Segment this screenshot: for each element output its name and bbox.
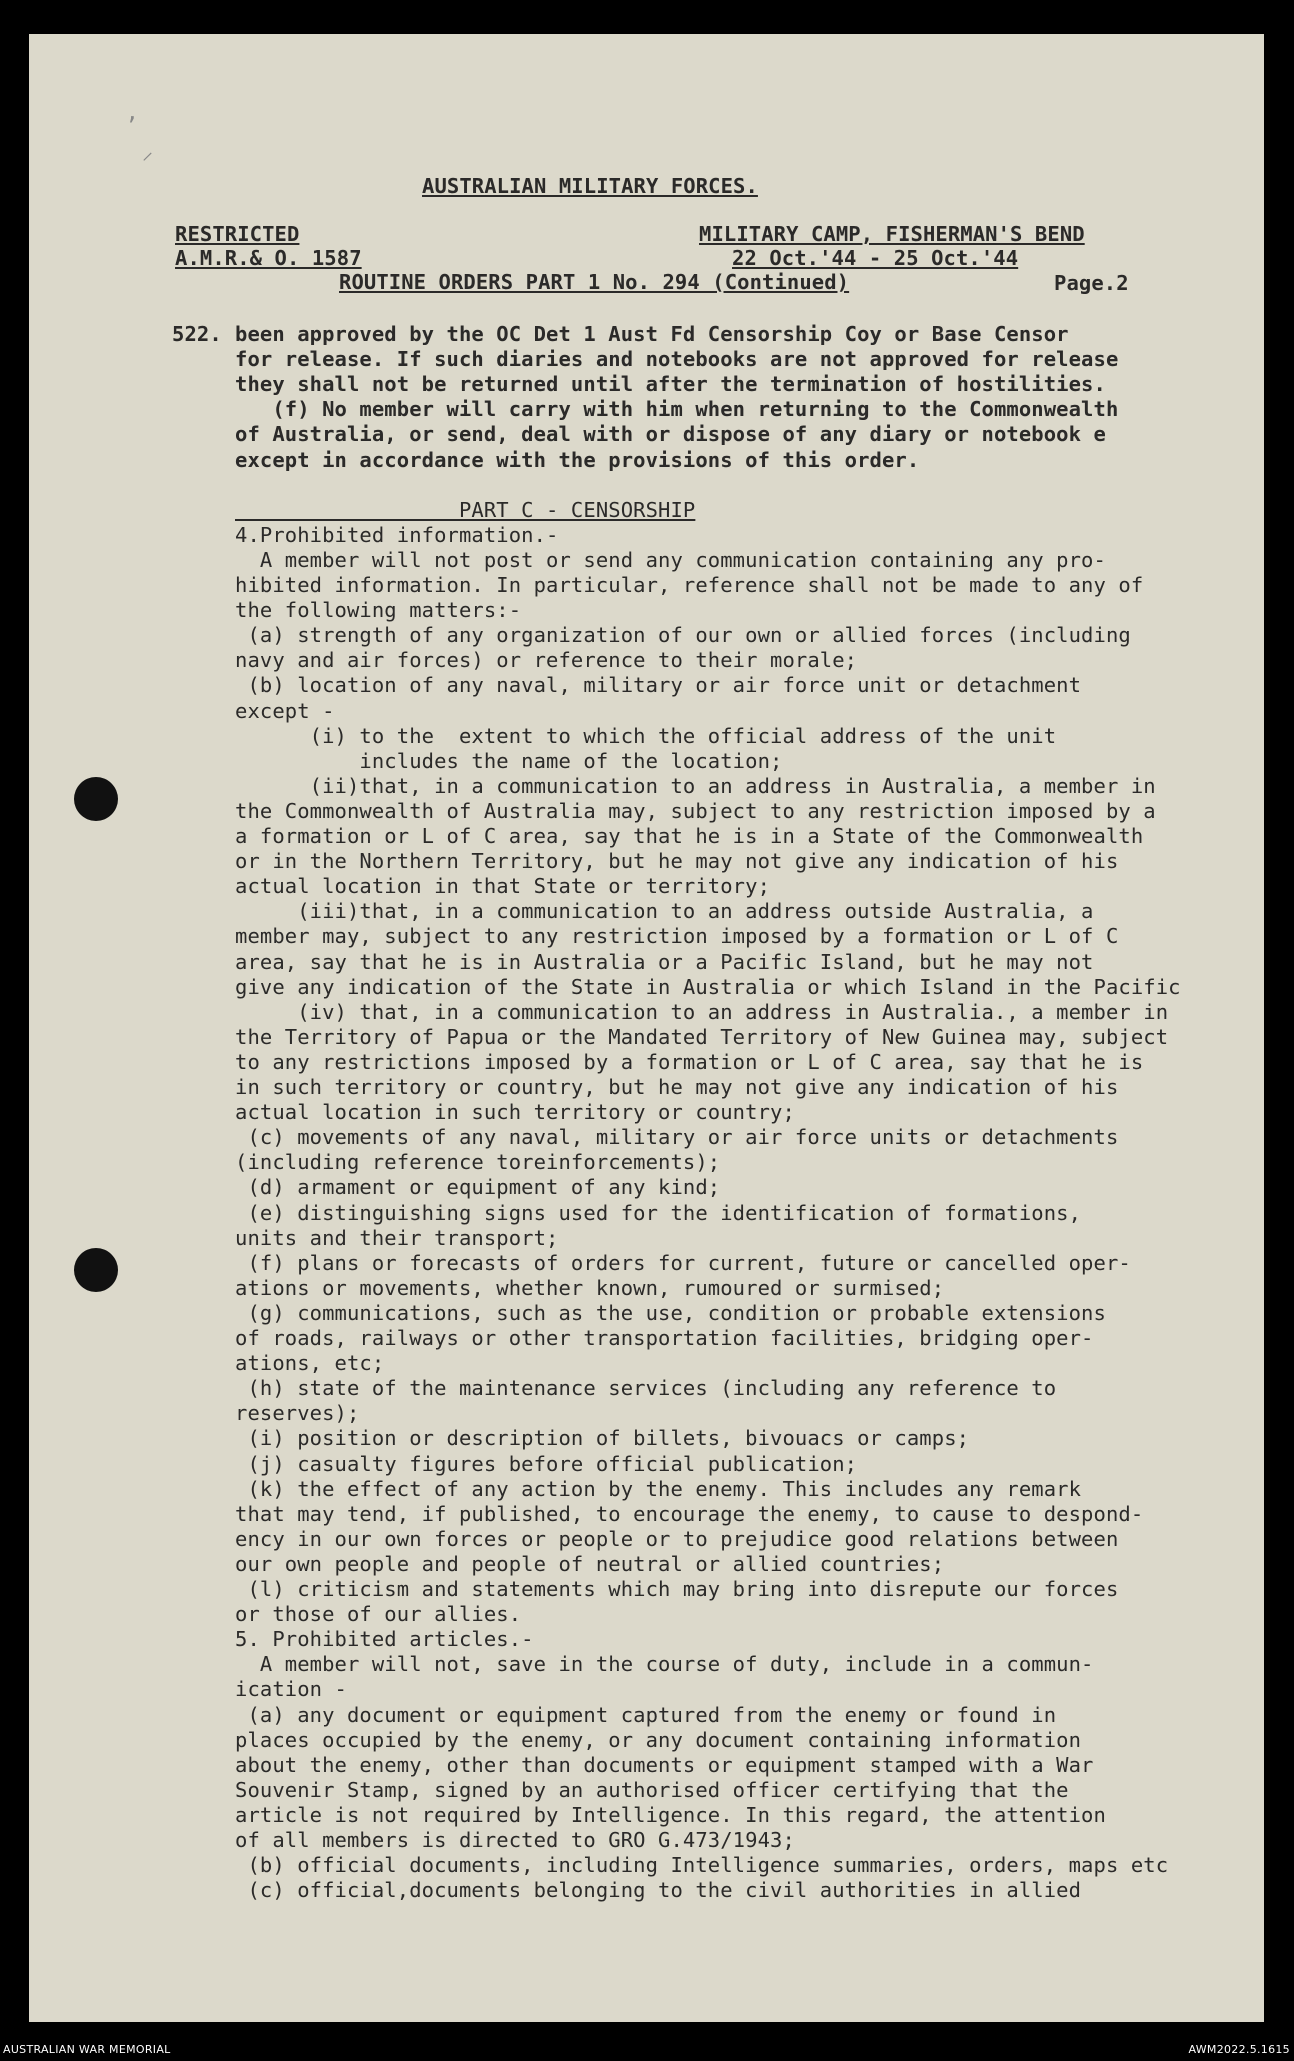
text-line: our own people and people of neutral or allied countries; [235,1551,945,1576]
section-heading-line: 5. Prohibited articles.- [235,1627,534,1652]
text-line: (g) communications, such as the use, condition or probable extensions [235,1300,1106,1325]
text-line: (f) No member will carry with him when returning to the Commonwealth [235,397,1119,422]
text-line: ication - [235,1677,347,1702]
text-line: a formation or L of C area, say that he is in a State of the Commonwealth [235,824,1144,848]
text-line: (c) official,documents belonging to the civil authorities in allied [235,1878,1082,1903]
text-line: hibited information. In particular, reference shall not be made to any of [235,573,1144,597]
text-line: (a) any document or equipment captured from the enemy or found in [235,1702,1057,1727]
text-line: the following matters:- [235,598,522,623]
text-line: except - [235,698,335,723]
footer-right: AWM2022.5.1615 [1188,2043,1290,2056]
text-line: (k) the effect of any action by the enemy. This includes any remark [235,1476,1082,1501]
text-line: places occupied by the enemy, or any document containing information [235,1727,1082,1752]
camp-location: MILITARY CAMP, FISHERMAN'S BEND [699,222,1085,246]
text-line: (e) distinguishing signs used for the identification of formations, [235,1200,1082,1225]
text-line: ency in our own forces or people or to prejudice good relations between [235,1526,1119,1551]
text-line: navy and air forces) or reference to their morale; [235,648,858,673]
text-line: (i) position or description of billets, bivouacs or camps; [235,1426,970,1451]
text-line: actual location in such territory or country; [235,1100,795,1125]
text-line: (iii)that, in a communication to an address outside Australia, a [235,899,1094,924]
text-line: (f) plans or forecasts of orders for current, future or cancelled oper- [235,1250,1131,1275]
punch-hole-upper [74,777,118,821]
text-line: of Australia, or send, deal with or dispose of any diary or notebook e [235,422,1106,447]
text-line: (including reference toreinforcements); [235,1150,721,1175]
text-line: been approved by the OC Det 1 Aust Fd Censorship Coy or Base Censor [235,322,1069,346]
page-number: Page.2 [1054,271,1129,295]
text-line: (j) casualty figures before official publication; [235,1451,858,1476]
text-line: (l) criticism and statements which may bring into disrepute our forces [235,1577,1119,1601]
text-line: Souvenir Stamp, signed by an authorised officer certifying that the [235,1777,1069,1802]
punch-hole-lower [74,1248,118,1292]
text-line: A member will not, save in the course of duty, include in a commun- [235,1652,1094,1677]
text-line: except in accordance with the provisions of this order. [235,447,920,472]
text-line: ations, etc; [235,1351,385,1376]
classification-label: RESTRICTED [175,222,300,246]
text-line: (c) movements of any naval, military or air force units or detachments [235,1125,1119,1150]
text-line: (ii)that, in a communication to an address in Australia, a member in [235,773,1156,798]
document-page [29,34,1264,2022]
text-line: they shall not be returned until after the termination of hostilities. [235,372,1106,397]
text-line: (a) strength of any organization of our own or allied forces (including [235,623,1131,648]
text-line: of roads, railways or other transportation facilities, bridging oper- [235,1326,1094,1350]
paper-blemish: ʼ [125,114,139,139]
text-line: or in the Northern Territory, but he may not give any indication of his [235,849,1119,874]
text-line: of all members is directed to GRO G.473/1943; [235,1828,795,1852]
text-line: give any indication of the State in Australia or which Island in the Pacific [235,974,1181,999]
document-title: AUSTRALIAN MILITARY FORCES. [422,174,758,198]
text-line: member may, subject to any restriction imposed by a formation or L of C [235,924,1119,949]
text-line: A member will not post or send any communication containing any pro- [235,547,1106,572]
text-line: in such territory or country, but he may not give any indication of his [235,1075,1119,1099]
order-number: 522. [172,322,222,346]
date-range: 22 Oct.'44 - 25 Oct.'44 [732,246,1019,270]
footer-left: AUSTRALIAN WAR MEMORIAL [3,2043,171,2056]
text-line: (d) armament or equipment of any kind; [235,1175,721,1200]
routine-orders-heading: ROUTINE ORDERS PART 1 No. 294 (Continued) [339,270,850,294]
text-line: the Commonwealth of Australia may, subject to any restriction imposed by a [235,798,1156,823]
text-line: ations or movements, whether known, rumoured or surmised; [235,1275,945,1300]
paper-blemish: ⸝ [142,140,154,165]
text-line: units and their transport; [235,1225,559,1250]
text-line: or those of our allies. [235,1602,522,1627]
text-line: (b) official documents, including Intelligence summaries, orders, maps etc [235,1853,1169,1878]
order-reference: A.M.R.& O. 1587 [175,246,362,270]
text-line: PART C - CENSORSHIP [235,497,696,522]
text-line: (h) state of the maintenance services (including any reference to [235,1376,1057,1401]
text-line: (iv) that, in a communication to an address in Australia., a member in [235,999,1169,1024]
text-line: area, say that he is in Australia or a Pacific Island, but he may not [235,949,1094,974]
text-line: the Territory of Papua or the Mandated Territory of New Guinea may, subject [235,1024,1169,1049]
text-line: that may tend, if published, to encourage the enemy, to cause to despond- [235,1501,1144,1526]
text-line: about the enemy, other than documents or equipment stamped with a War [235,1752,1094,1777]
section-heading-line: 4.Prohibited information.- [235,522,559,547]
text-line: (b) location of any naval, military or air force unit or detachment [235,673,1082,698]
text-line: to any restrictions imposed by a formation or L of C area, say that he is [235,1049,1144,1074]
text-line: actual location in that State or territory; [235,874,771,899]
text-line: reserves); [235,1401,360,1426]
text-line: (i) to the extent to which the official address of the unit [235,723,1057,748]
text-line: for release. If such diaries and notebooks are not approved for release [235,347,1119,372]
text-line: includes the name of the location; [235,748,783,773]
text-line: article is not required by Intelligence. In this regard, the attention [235,1802,1106,1827]
